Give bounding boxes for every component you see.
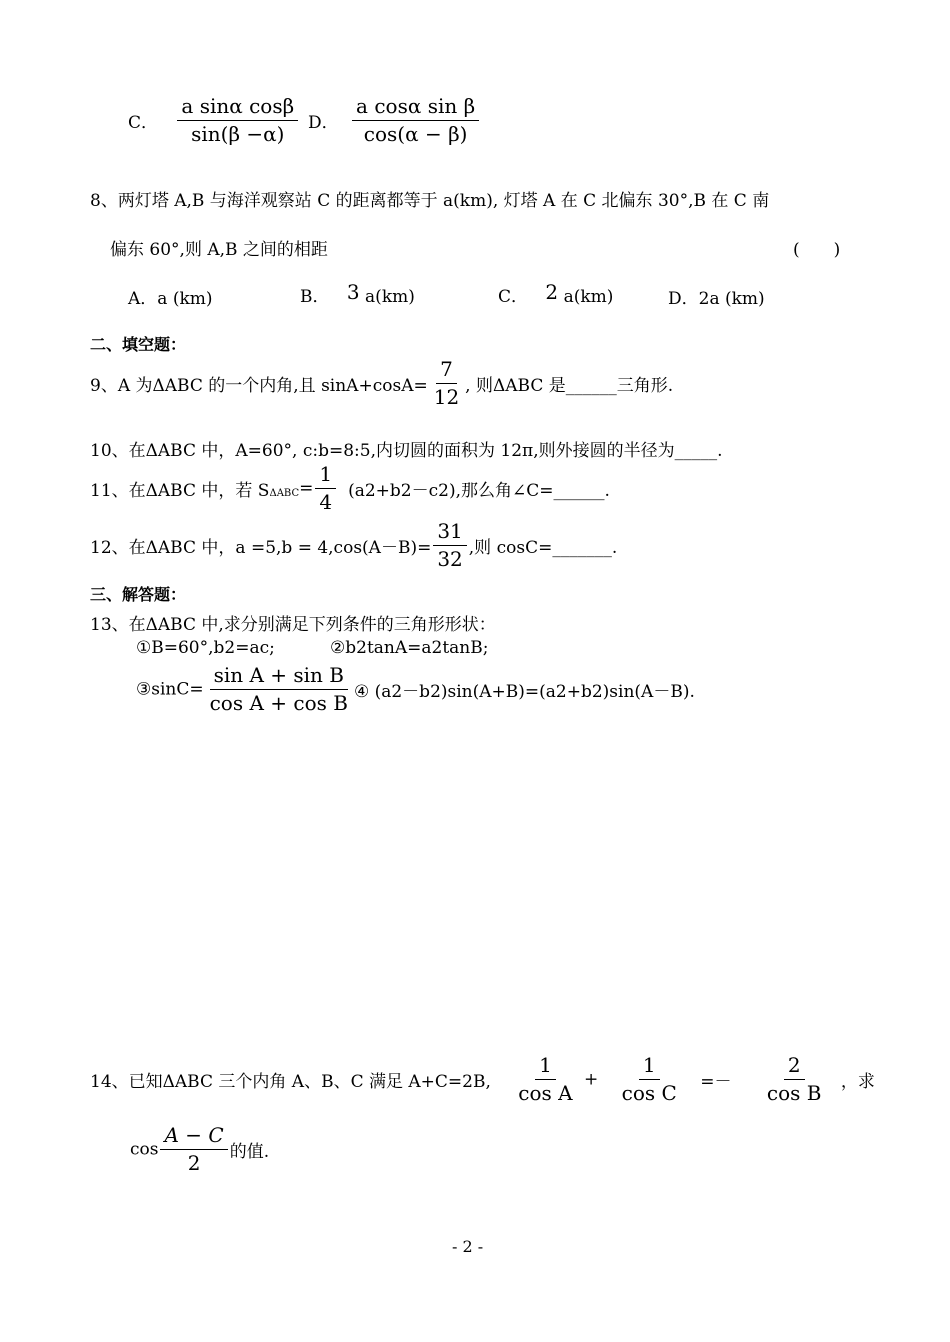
q7-c-denominator: sin(β −α): [191, 122, 285, 146]
q7-option-c-fraction: [177, 95, 298, 146]
q8-option-c-label: C．: [498, 287, 529, 307]
q7-option-d-fraction: [352, 95, 479, 146]
q14-fraction-4: [160, 1124, 227, 1175]
q13-condition-1: ①B=60°,b2=ac;: [136, 638, 275, 658]
q14-f3-numerator: 2: [784, 1054, 805, 1080]
q13-condition-3-pre: ③sinC=: [136, 679, 204, 700]
q13-condition-2: ②b2tanA=a2tanB;: [330, 638, 489, 658]
q8-line2: 偏东 60°,则 A,B 之间的相距: [110, 240, 328, 260]
q12-text-pre: 12、在ΔABC 中，a =5,b = 4,cos(A－B)=: [90, 538, 432, 558]
q7-option-d-label: D．: [308, 113, 339, 133]
q14-f4-numerator: A − C: [160, 1124, 227, 1150]
q14-f2-numerator: 1: [639, 1054, 660, 1080]
q7-d-denominator: cos(α − β): [363, 122, 468, 146]
q7-c-numerator: a sinα cosβ: [177, 95, 298, 121]
q14-fraction-2: [618, 1054, 681, 1105]
q11-text-post: (a2+b2－c2),那么角∠C=______.: [348, 481, 610, 501]
q7-option-c: [128, 95, 300, 146]
q8-option-c: [498, 280, 613, 307]
q12-numerator: 31: [433, 520, 466, 546]
q11-numerator: 1: [315, 463, 336, 489]
q11-equals: =: [299, 478, 314, 499]
q13-condition-3-fraction: [206, 664, 352, 715]
q11-text-pre: 11、在ΔABC 中，若 S: [90, 481, 270, 501]
section-heading-fill-blank: 二、填空题：: [90, 335, 187, 354]
q14-cos: cos: [130, 1139, 159, 1160]
q14-f4-denominator: 2: [187, 1151, 201, 1175]
q14-f3-denominator: cos B: [766, 1081, 822, 1105]
q10: 10、在ΔABC 中，A=60°, c:b=8:5,内切圆的面积为 12π,则外接圆的半径为_____.: [90, 441, 723, 461]
q9-text-post: , 则ΔABC 是______三角形.: [465, 376, 674, 396]
q8-line1: 8、两灯塔 A,B 与海洋观察站 C 的距离都等于 a(km), 灯塔 A 在 C 北偏东 30°,B 在 C 南: [90, 191, 770, 211]
q14-fraction-3: [763, 1054, 826, 1105]
q8-option-c-unit: a(km): [563, 287, 614, 307]
q14-plus: +: [584, 1069, 599, 1090]
q13-condition-4: ④ (a2－b2)sin(A+B)=(a2+b2)sin(A－B).: [353, 682, 695, 702]
q14-text-pre: 14、已知ΔABC 三个内角 A、B、C 满足 A+C=2B,: [90, 1072, 491, 1092]
q13-c3-denominator: cos A + cos B: [209, 691, 348, 715]
q7-option-c-label: C．: [128, 113, 159, 133]
q12-denominator: 32: [437, 547, 463, 571]
q9-fraction: [430, 358, 463, 409]
q8-option-c-root: 2: [545, 280, 559, 304]
q11-fraction: [315, 463, 336, 514]
q8-option-d: D．2a (km): [668, 289, 765, 309]
q13-c3-numerator: sin A + sin B: [210, 664, 348, 690]
q14-fraction-1: [514, 1054, 576, 1105]
q9-text-pre: 9、A 为ΔABC 的一个内角,且 sinA+cosA=: [90, 376, 428, 396]
q14-f1-denominator: cos A: [518, 1081, 573, 1105]
q14-end: 的值.: [229, 1142, 270, 1162]
q8-option-b-label: B．: [300, 287, 330, 307]
q13-condition-3-4: [136, 664, 695, 715]
q8-option-b: [300, 280, 415, 307]
q9-denominator: 12: [433, 385, 460, 409]
q8-option-a: A．a (km): [128, 289, 213, 309]
q7-d-numerator: a cosα sin β: [352, 95, 479, 121]
q14-f2-denominator: cos C: [621, 1081, 677, 1105]
q8-answer-paren: ( ): [793, 240, 841, 260]
q8-option-b-unit: a(km): [365, 287, 415, 307]
q7-option-d: [308, 95, 481, 146]
q12-fraction: [433, 520, 466, 571]
q14-line1: [90, 1054, 875, 1105]
section-heading-solve: 三、解答题：: [90, 585, 187, 604]
page-number: - 2 -: [452, 1237, 484, 1256]
q11-subscript: ΔABC: [269, 488, 300, 499]
q11: [90, 463, 610, 514]
q12-text-post: ,则 cosC=_______.: [468, 538, 618, 558]
q14-equals-minus: =－: [700, 1072, 732, 1092]
q8-option-b-root: 3: [346, 280, 360, 304]
q13-stem: 13、在ΔABC 中,求分别满足下列条件的三角形形状：: [90, 615, 496, 635]
q12: [90, 520, 617, 571]
q9-numerator: 7: [436, 358, 457, 384]
q9: [90, 358, 673, 409]
q14-f1-numerator: 1: [535, 1054, 556, 1080]
q14-text-post: ，求: [840, 1072, 875, 1092]
q11-denominator: 4: [319, 490, 333, 514]
q14-line2: [130, 1124, 269, 1175]
